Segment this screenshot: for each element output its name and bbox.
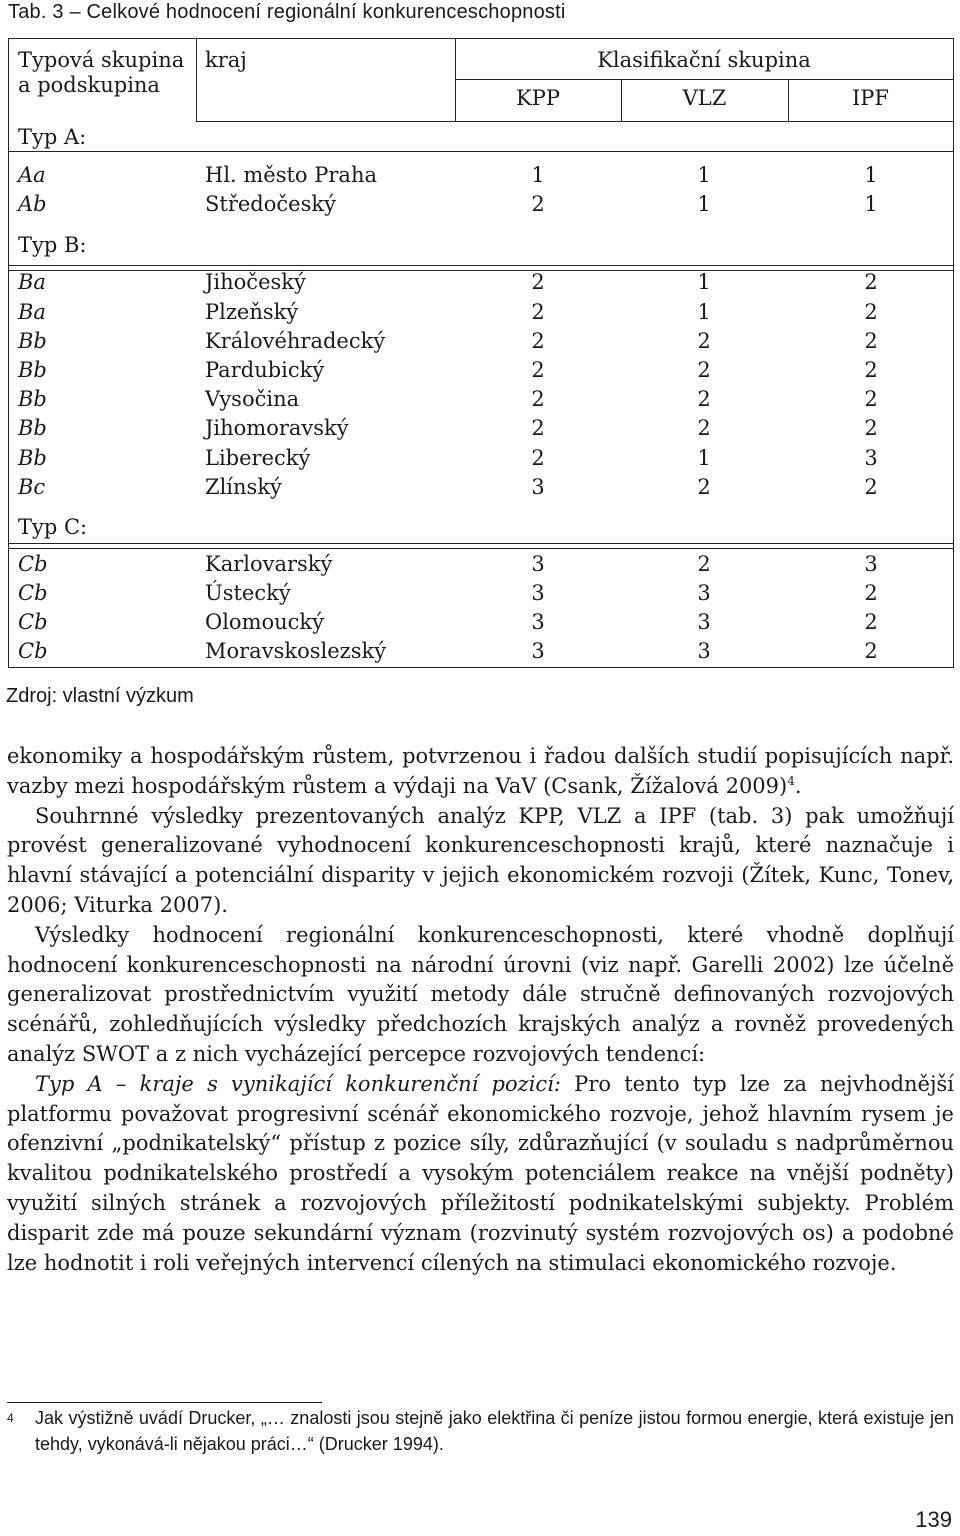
row-kpp: 2	[531, 387, 545, 411]
row-region: Královéhradecký	[205, 329, 386, 353]
row-ipf: 3	[864, 446, 878, 470]
paragraph-4-text: Pro tento typ lze za nejvhodnější platformu považovat progresivní scénář ekonomického rozvoje, jehož hlavním rysem je ofenzivní „podnikatelský“ přístup z pozice síly, zdůrazňující (v souladu s nadprůměrnou kvalitou podnikatelského prostředí a vysokým potenciálem reakce na vnější podněty) využití silných stránek a rozvojových příležitostí podnikatelskými subjekty. Problém disparit zde má pouze sekundární význam (rozvinutý systém rozvojových os) a podobné lze hodnotit i roli veřejných intervencí cílených na stimulaci ekonomického rozvoje.	[7, 1071, 954, 1275]
row-vlz: 3	[697, 610, 711, 634]
header-col-vlz: VLZ	[682, 86, 727, 110]
row-region: Moravskoslezský	[205, 639, 387, 663]
row-kpp: 3	[531, 581, 545, 605]
row-kpp: 2	[531, 270, 545, 294]
footnote-mark: 4	[7, 1411, 14, 1425]
row-kpp: 2	[531, 300, 545, 324]
footnote-divider	[7, 1402, 322, 1403]
row-region: Pardubický	[205, 358, 325, 382]
row-vlz: 2	[697, 329, 711, 353]
row-code: Cb	[18, 639, 48, 663]
row-ipf: 2	[864, 358, 878, 382]
page-number: 139	[915, 1507, 952, 1532]
header-subrule	[455, 79, 953, 80]
row-ipf: 1	[864, 192, 878, 216]
header-region-label: kraj	[205, 48, 247, 72]
row-vlz: 1	[697, 163, 711, 187]
paragraph-1	[7, 742, 954, 802]
row-vlz: 1	[697, 192, 711, 216]
footnote	[7, 1405, 954, 1457]
row-kpp: 2	[531, 358, 545, 382]
row-vlz: 2	[697, 416, 711, 440]
row-ipf: 2	[864, 387, 878, 411]
row-region: Hl. město Praha	[205, 163, 377, 187]
paragraph-1-text: ekonomiky a hospodářským růstem, potvrzenou i řadou dalších studií popisujících např. vazby mezi hospodářským růstem a výdaji na VaV (Csank, Žížalová 2009)	[7, 744, 954, 798]
row-vlz: 2	[697, 358, 711, 382]
row-code: Bb	[18, 416, 47, 440]
row-code: Cb	[18, 581, 48, 605]
header-group-label-2: a podskupina	[18, 73, 160, 97]
header-group-label-1: Typová skupina	[18, 48, 185, 72]
row-ipf: 2	[864, 270, 878, 294]
row-code: Ab	[18, 192, 47, 216]
type-b-rule	[9, 270, 953, 271]
row-ipf: 2	[864, 416, 878, 440]
row-vlz: 1	[697, 446, 711, 470]
type-a-rule	[9, 151, 953, 152]
row-ipf: 2	[864, 329, 878, 353]
row-code: Ba	[18, 270, 46, 294]
row-code: Ba	[18, 300, 46, 324]
row-code: Aa	[18, 163, 46, 187]
row-vlz: 2	[697, 387, 711, 411]
row-kpp: 3	[531, 475, 545, 499]
row-ipf: 3	[864, 552, 878, 576]
paragraph-3: Výsledky hodnocení regionální konkurenceschopnosti, které vhodně doplňují hodnocení konkurenceschopnosti na národní úrovni (viz např. Garelli 2002) lze účelně generalizovat prostřednictvím využití metody dále stručně definovaných rozvojových scénářů, zohledňujících výsledky předchozích krajských analýz a rovněž provedených analýz SWOT a z nich vycházející percepce rozvojových tendencí:	[7, 922, 954, 1066]
body-text	[7, 742, 954, 1278]
row-kpp: 2	[531, 329, 545, 353]
type-c-rule	[9, 548, 953, 549]
footnote-reference: 4	[787, 773, 795, 788]
row-ipf: 2	[864, 639, 878, 663]
row-vlz: 2	[697, 552, 711, 576]
row-vlz: 3	[697, 639, 711, 663]
type-b-top-rule	[9, 265, 953, 266]
type-c-top-rule	[9, 543, 953, 544]
row-code: Bb	[18, 329, 47, 353]
header-col-ipf: IPF	[852, 86, 889, 110]
table-source: Zdroj: vlastní výzkum	[6, 685, 194, 707]
header-divider-1	[196, 39, 197, 121]
row-kpp: 3	[531, 552, 545, 576]
header-bottom-rule	[196, 121, 953, 122]
row-region: Vysočina	[205, 387, 300, 411]
paragraph-1-end: .	[794, 773, 802, 798]
row-region: Zlínský	[205, 475, 282, 499]
row-region: Plzeňský	[205, 300, 299, 324]
row-kpp: 2	[531, 446, 545, 470]
regional-competitiveness-table	[8, 38, 954, 668]
row-kpp: 3	[531, 639, 545, 663]
row-code: Bc	[18, 475, 46, 499]
row-region: Olomoucký	[205, 610, 325, 634]
row-region: Liberecký	[205, 446, 311, 470]
row-ipf: 1	[864, 163, 878, 187]
row-code: Cb	[18, 610, 48, 634]
type-a-label: Typ A:	[18, 125, 87, 149]
row-region: Ústecký	[205, 581, 291, 605]
paragraph-2: Souhrnné výsledky prezentovaných analýz KPP, VLZ a IPF (tab. 3) pak umožňují provést generalizované vyhodnocení konkurenceschopnosti krajů, které naznačuje i hlavní stávající a potenciální disparity v jejich ekonomickém rozvoji (Žítek, Kunc, Tonev, 2006; Viturka 2007).	[7, 803, 954, 917]
row-region: Jihočeský	[205, 270, 306, 294]
row-region: Karlovarský	[205, 552, 333, 576]
row-region: Středočeský	[205, 192, 336, 216]
row-code: Bb	[18, 358, 47, 382]
row-ipf: 2	[864, 475, 878, 499]
row-kpp: 1	[531, 163, 545, 187]
row-ipf: 2	[864, 581, 878, 605]
type-b-label: Typ B:	[18, 233, 87, 257]
row-code: Bb	[18, 446, 47, 470]
row-region: Jihomoravský	[205, 416, 349, 440]
footnote-text: Jak výstižně uvádí Drucker, „… znalosti jsou stejně jako elektřina či peníze jistou formou energie, která existuje jen tehdy, vykonává-li nějakou práci…“ (Drucker 1994).	[35, 1408, 954, 1454]
type-c-label: Typ C:	[18, 515, 88, 539]
row-vlz: 3	[697, 581, 711, 605]
paragraph-4-heading: Typ A – kraje s vynikající konkurenční pozicí:	[35, 1071, 561, 1096]
row-ipf: 2	[864, 610, 878, 634]
header-col-kpp: KPP	[516, 86, 560, 110]
row-kpp: 2	[531, 192, 545, 216]
row-ipf: 2	[864, 300, 878, 324]
row-vlz: 1	[697, 300, 711, 324]
row-kpp: 3	[531, 610, 545, 634]
row-code: Bb	[18, 387, 47, 411]
row-vlz: 1	[697, 270, 711, 294]
paragraph-4	[7, 1070, 954, 1279]
row-kpp: 2	[531, 416, 545, 440]
table-caption: Tab. 3 – Celkové hodnocení regionální konkurenceschopnosti	[8, 1, 566, 23]
row-code: Cb	[18, 552, 48, 576]
header-classification-label: Klasifikační skupina	[597, 48, 811, 72]
row-vlz: 2	[697, 475, 711, 499]
